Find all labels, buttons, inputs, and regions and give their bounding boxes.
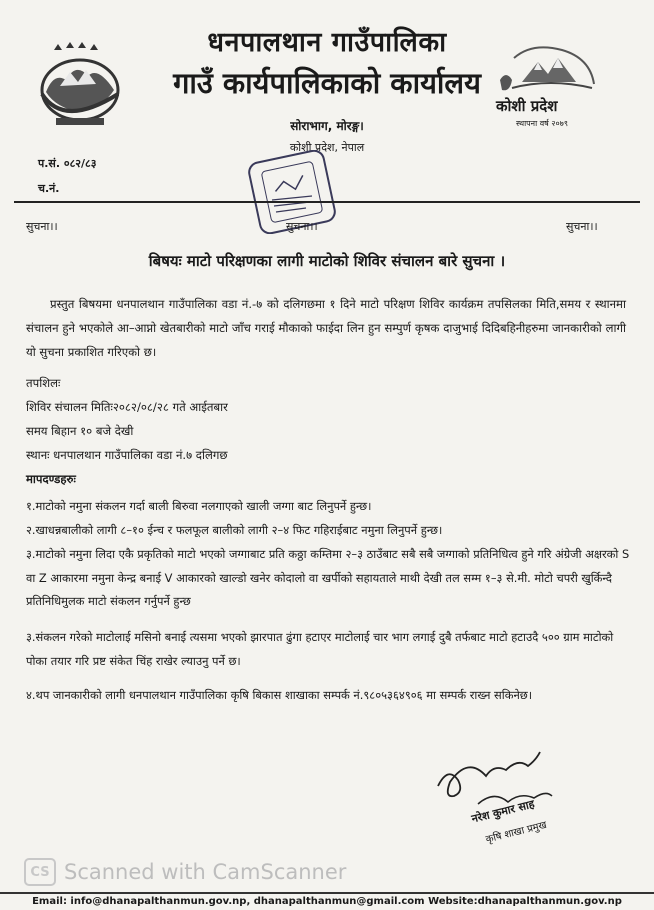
camp-place: स्थानः धनपालथान गाउँपालिका वडा नं.७ दलिगछ bbox=[26, 448, 228, 462]
camp-time: समय बिहान १० बजे देखी bbox=[26, 424, 134, 438]
footer-contact: Email: info@dhanapalthanmun.gov.np, dhanapalthanmun@gmail.com Website:dhanapalthanmun.gov.np bbox=[32, 896, 622, 907]
details-heading: तपशिलः bbox=[26, 376, 61, 390]
address-line2: कोशी प्रदेश, नेपाल bbox=[289, 141, 365, 154]
dispatch-number: च.नं. bbox=[38, 182, 60, 195]
footer-divider bbox=[0, 892, 654, 894]
camscanner-text: Scanned with CamScanner bbox=[64, 860, 347, 884]
criteria-item: ४.थप जानकारीको लागी धनपालथान गाउँपालिका कृषि बिकास शाखाका सम्पर्क नं.९८०५३६४९०६ मा सम्पर्क राख्न सकिनेछ। bbox=[26, 688, 533, 702]
criteria-heading: मापदण्डहरुः bbox=[26, 472, 76, 486]
intro-paragraph: प्रस्तुत बिषयमा धनपालथान गाउँपालिका वडा नं.-७ को दलिगछमा १ दिने माटो परिक्षण शिविर कार्यक्रम तपसिलका मिति,समय र स्थानमा संचालन हुने भएकोले आ–आप्नो खेतबारीको माटो जाँच गराई मौकाको फाईदा लिन हुन सम्पुर्ण कृषक दाजुभाई दिदिबहिनीहरुमा जानकारीको लागी यो सुचना प्रकाशित गरिएको छ। bbox=[26, 297, 626, 359]
camp-date: शिविर संचालन मितिः२०८२/०८/२८ गते आईतबार bbox=[26, 400, 228, 414]
office-title-line1: धनपालथान गाउँपालिका bbox=[207, 27, 447, 58]
koshi-logo-text: कोशी प्रदेश bbox=[496, 97, 558, 115]
reference-number: प.सं. ०८२/८३ bbox=[38, 157, 97, 170]
criteria-item: १.माटोको नमुना संकलन गर्दा बाली बिरुवा नलगाएको खाली जग्गा बाट लिनुपर्ने हुन्छ। bbox=[26, 499, 372, 513]
notice-label-right: सुचना।। bbox=[566, 220, 598, 233]
criteria-item: ३.माटोको नमुना लिदा एकै प्रकृतिको माटो भएको जग्गाबाट प्रति कठ्ठा कम्तिमा २–३ ठाउँबाट सबै सबै जग्गाको प्रतिनिधित्व हुने गरि अंग्रेजी अक्षरको S वा Z आकारमा नमुना केन्द्र बनाई V आकारको खाल्डो खनेर कोदालो वा खर्पीको सहायताले माथी देखी तल सम्म १–३ से.मी. मोटो चपरी खुर्किन्दै प्रतिनिधिमुलक माटो संकलन गर्नुपर्ने हुन्छ bbox=[26, 547, 630, 608]
criteria-item: ३.संकलन गरेको माटोलाई मसिनो बनाई त्यसमा भएको झारपात ढुंगा हटाएर माटोलाई चार भाग लगाई दुबै तर्फबाट माटो हटाउदै ५०० ग्राम माटोको पोका तयार गरि प्रष्ट संकेत चिंह राखेर ल्याउनु पर्ने छ। bbox=[26, 630, 614, 668]
office-title-line2: गाउँ कार्यपालिकाको कार्यालय bbox=[173, 66, 481, 100]
notice-subject: बिषयः माटो परिक्षणका लागी माटोको शिविर संचालन बारे सुचना । bbox=[148, 252, 506, 270]
camscanner-watermark bbox=[24, 858, 346, 886]
camscanner-logo-icon: CS bbox=[24, 858, 56, 886]
notice-label-left: सुचना।। bbox=[26, 220, 58, 233]
header-divider bbox=[14, 201, 640, 203]
koshi-logo-subtext: स्थापना वर्ष २०७९ bbox=[516, 119, 568, 128]
notice-label-center: सुचना।। bbox=[286, 220, 318, 233]
address-line1: सोराभाग, मोरङ्ग। bbox=[290, 119, 364, 133]
signatory-title: कृषि शाखा प्रमुख bbox=[484, 819, 548, 846]
signatory-name: नरेश कुमार साह bbox=[470, 797, 536, 826]
criteria-item: २.खाधन्नबालीको लागी ८–१० ईन्च र फलफूल बालीको लागी २–४ फिट गहिराईबाट नमुना लिनुपर्ने हुन्छ। bbox=[26, 523, 443, 537]
